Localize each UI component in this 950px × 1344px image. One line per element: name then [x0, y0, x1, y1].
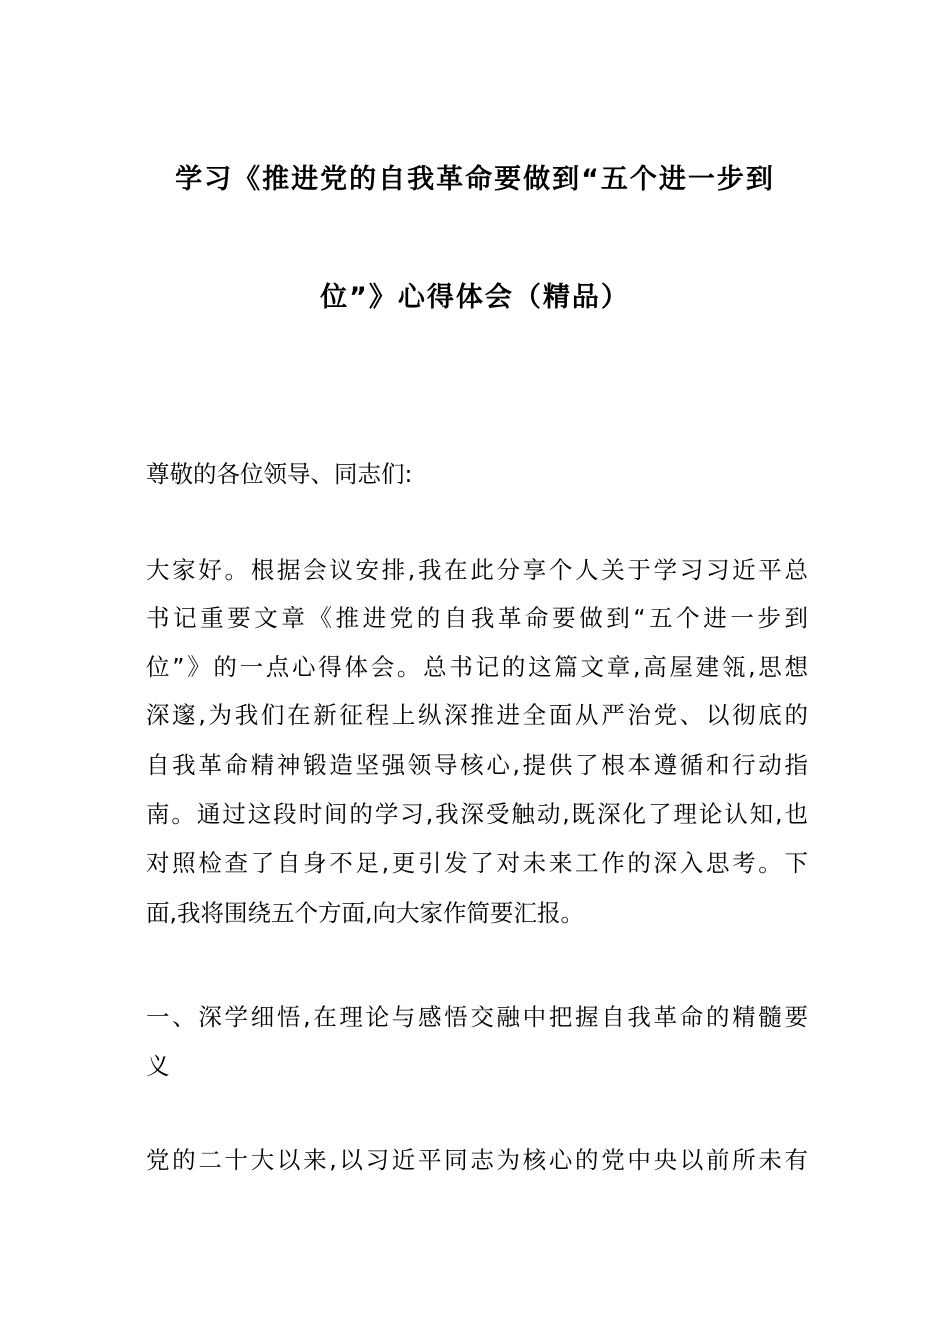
intro-paragraph-line: 自我革命精神锻造坚强领导核心,提供了根本遵循和行动指: [146, 751, 808, 779]
section-paragraph-line: 党的二十大以来,以习近平同志为核心的党中央以前所未有: [146, 1146, 808, 1174]
intro-paragraph-line: 深邃,为我们在新征程上纵深推进全面从严治党、以彻底的: [146, 701, 808, 729]
document-title-line-2: 位”》心得体会（精品）: [320, 282, 630, 313]
intro-paragraph-line: 对照检查了自身不足,更引发了对未来工作的深入思考。下: [146, 849, 808, 877]
section-heading-line: 义: [146, 1052, 170, 1080]
intro-paragraph-line: 书记重要文章《推进党的自我革命要做到“五个进一步到: [146, 604, 808, 632]
document-title-line-1: 学习《推进党的自我革命要做到“五个进一步到: [175, 164, 775, 195]
intro-paragraph-line: 位”》的一点心得体会。总书记的这篇文章,高屋建瓴,思想: [146, 653, 808, 681]
intro-paragraph-line: 大家好。根据会议安排,我在此分享个人关于学习习近平总: [146, 556, 808, 584]
intro-paragraph-line: 面,我将围绕五个方面,向大家作简要汇报。: [146, 899, 584, 927]
section-heading-line: 一、深学细悟,在理论与感悟交融中把握自我革命的精髓要: [146, 1003, 808, 1031]
salutation: 尊敬的各位领导、同志们:: [146, 460, 413, 488]
intro-paragraph-line: 南。通过这段时间的学习,我深受触动,既深化了理论认知,也: [146, 800, 808, 828]
